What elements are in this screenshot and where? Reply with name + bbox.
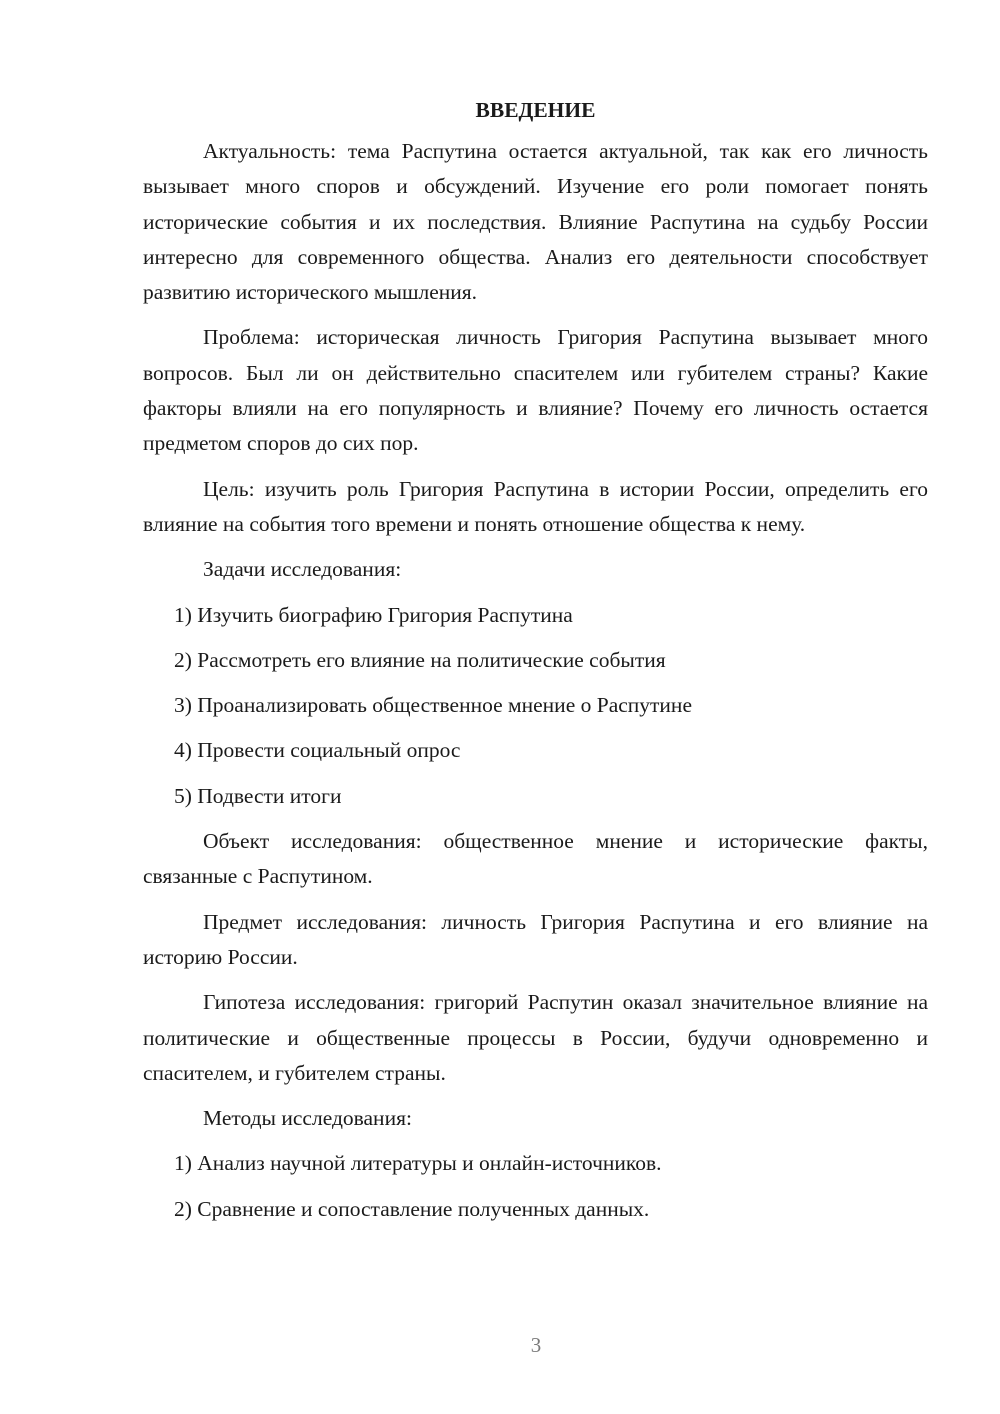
- tasks-heading: Задачи исследования:: [203, 557, 402, 582]
- tasks-list: [143, 598, 928, 814]
- relevance-paragraph: Актуальность: тема Распутина остается актуальной, так как его личность вызывает много споров и обсуждений. Изучение его роли помогает понять исторические события и их последствия. Влияние Распутина на судьбу России интересно для современного общества. Анализ его деятельности способствует развитию исторического мышления.: [143, 139, 928, 305]
- subject-paragraph: Предмет исследования: личность Григория Распутина и его влияние на историю России.: [143, 909, 928, 969]
- object-paragraph: Объект исследования: общественное мнение и исторические факты, связанные с Распутином.: [143, 829, 928, 889]
- list-item: 2) Рассмотреть его влияние на политические события: [174, 647, 666, 672]
- methods-list: [143, 1146, 928, 1227]
- list-item: 5) Подвести итоги: [174, 783, 342, 808]
- list-item: 2) Сравнение и сопоставление полученных данных.: [174, 1196, 650, 1221]
- methods-heading: Методы исследования:: [203, 1106, 412, 1131]
- page-number: 3: [530, 1333, 542, 1357]
- list-item: 1) Изучить биографию Григория Распутина: [174, 602, 573, 627]
- list-item: 3) Проанализировать общественное мнение о Распутине: [174, 693, 692, 718]
- goal-paragraph: Цель: изучить роль Григория Распутина в истории России, определить его влияние на события того времени и понять отношение общества к нему.: [143, 476, 928, 536]
- hypothesis-paragraph: Гипотеза исследования: григорий Распутин оказал значительное влияние на политические и общественные процессы в России, будучи одновременно и спасителем, и губителем страны.: [143, 990, 928, 1085]
- list-item: 4) Провести социальный опрос: [174, 738, 461, 763]
- list-item: 1) Анализ научной литературы и онлайн-источников.: [174, 1151, 662, 1176]
- document-page: [143, 92, 928, 1237]
- section-title: ВВЕДЕНИЕ: [475, 98, 596, 122]
- problem-paragraph: Проблема: историческая личность Григория Распутина вызывает много вопросов. Был ли он действительно спасителем или губителем страны? Какие факторы влияли на его популярность и влияние? Почему его личность остается предметом споров до сих пор.: [143, 325, 928, 456]
